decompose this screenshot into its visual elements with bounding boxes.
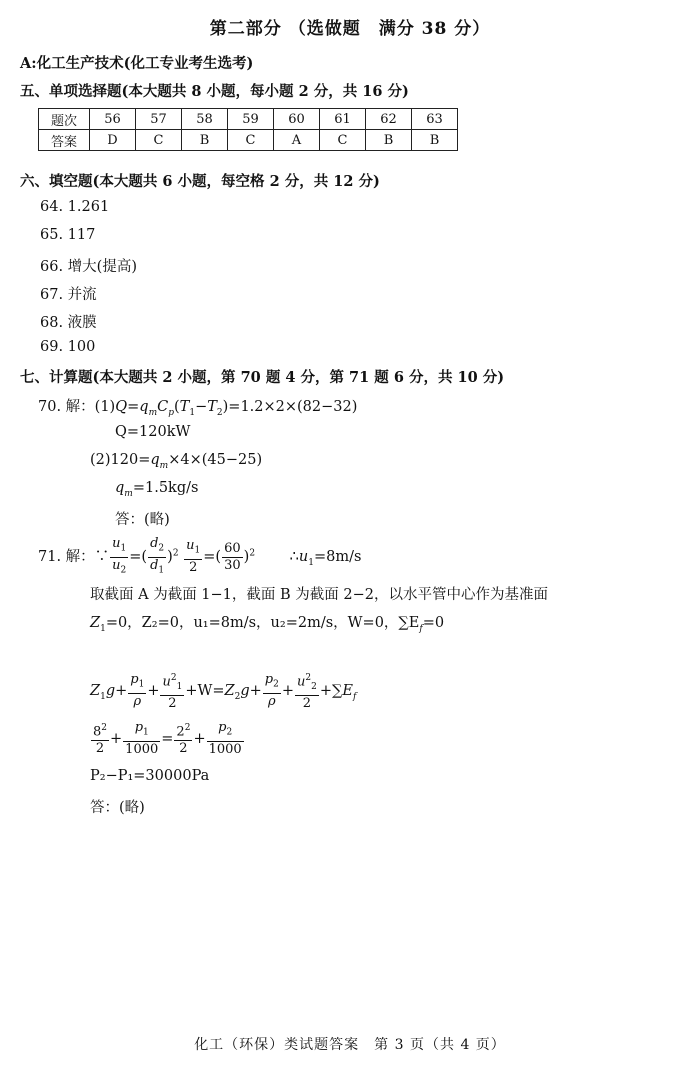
q70-equation-2: $(2)120=q_m\times 4\times(45-25)$ xyxy=(90,452,263,471)
table-cell: C xyxy=(320,130,366,151)
q70-equation-1: 70. 解：$(1)Q=q_mC_p(T_1-T_2)=1.2\times 2\times(82-32)$ xyxy=(38,399,358,418)
q70-result-1: Q=120kW xyxy=(115,424,191,440)
fill-answer-64: 64. 1.261 xyxy=(40,199,110,215)
table-cell: 63 xyxy=(412,109,458,130)
table-cell: B xyxy=(182,130,228,151)
table-cell: B xyxy=(412,130,458,151)
fill-answer-65: 65. 117 xyxy=(40,227,96,243)
table-cell: C xyxy=(228,130,274,151)
section-6-heading: 六、填空题(本大题共 6 小题，每空格 2 分，共 12 分) xyxy=(20,173,380,190)
table-cell: B xyxy=(366,130,412,151)
table-cell: 58 xyxy=(182,109,228,130)
table-cell: 60 xyxy=(274,109,320,130)
section-7-heading: 七、计算题(本大题共 2 小题，第 70 题 4 分，第 71 题 6 分，共 10 分) xyxy=(20,369,505,386)
table-row xyxy=(39,130,458,151)
table-cell: 62 xyxy=(366,109,412,130)
table-cell: 59 xyxy=(228,109,274,130)
q71-substituted-equation: $\frac{8^2}{2}$ + $\frac{p_1}{1000}$ = $\frac{2^2}{2}$ + $\frac{p_2}{1000}$ xyxy=(93,720,242,757)
fill-answer-69: 69. 100 xyxy=(40,339,96,355)
table-row xyxy=(39,109,458,130)
table-cell: D xyxy=(90,130,136,151)
table-cell: 56 xyxy=(90,109,136,130)
fill-answer-67: 67. 并流 xyxy=(40,287,97,303)
fill-answer-66: 66. 增大(提高) xyxy=(40,259,137,275)
table-cell: 61 xyxy=(320,109,366,130)
table-cell: 57 xyxy=(136,109,182,130)
q70-result-2: $q_m=1.5kg/s$ xyxy=(115,480,199,499)
section-5-heading: 五、单项选择题(本大题共 8 小题，每小题 2 分，共 16 分) xyxy=(20,83,409,100)
table-header-cell: 答案 xyxy=(39,130,90,151)
q71-description: 取截面 A 为截面 1−1，截面 B 为截面 2−2，以水平管中心作为基准面 xyxy=(90,587,548,603)
q71-conditions: $Z_1=0$，Z₂=0，u₁=8m/s，u₂=2m/s，W=0，$\sum E_f=0$ xyxy=(90,615,445,634)
q71-ratio-equation: 71. 解：∵ $\frac{u_1}{u_2}$ =( $\frac{d_2}{d_1}$ )$^2$ $\frac{u_1}{2}$ =( $\frac{60}{30}$ )$^2$ $\therefore u_1=8m/s$ xyxy=(38,536,362,576)
table-cell: C xyxy=(136,130,182,151)
answer-table xyxy=(38,108,458,151)
q70-answer: 答：(略) xyxy=(115,512,170,528)
q71-bernoulli-equation: $Z_1g+$ $\frac{p_1}{\rho}$ + $\frac{u^2_1}{2}$ $+W=Z_2g+$ $\frac{p_2}{\rho}$ + $\frac{u^2_2}{2}$ $+\sum E_f$ xyxy=(90,670,356,712)
page-footer: 化工（环保）类试题答案 第 3 页（共 4 页） xyxy=(194,1037,506,1053)
part-a-heading: A:化工生产技术(化工专业考生选考) xyxy=(20,55,254,72)
table-cell: A xyxy=(274,130,320,151)
q71-result: P₂−P₁=30000Pa xyxy=(90,768,210,784)
fill-answer-68: 68. 液膜 xyxy=(40,315,97,331)
table-header-cell: 题次 xyxy=(39,109,90,130)
page-title: 第二部分 （选做题 满分 38 分） xyxy=(209,19,491,39)
q71-answer: 答：(略) xyxy=(90,800,145,816)
